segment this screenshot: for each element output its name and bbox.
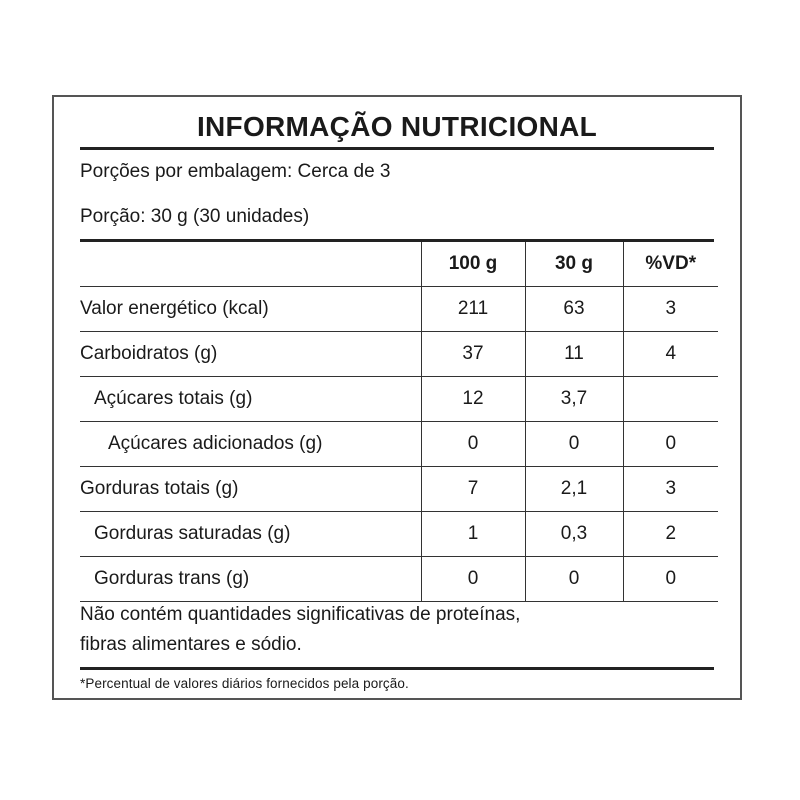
nutrient-name: Gorduras totais (g) bbox=[80, 467, 421, 512]
title-divider bbox=[80, 147, 714, 150]
value-per-100g: 0 bbox=[421, 557, 525, 602]
value-per-portion: 2,1 bbox=[525, 467, 623, 512]
value-per-portion: 11 bbox=[525, 332, 623, 377]
note-line-1: Não contém quantidades significativas de proteínas, bbox=[80, 604, 521, 625]
table-row bbox=[80, 332, 718, 377]
value-daily-percent: 0 bbox=[623, 422, 718, 467]
table-row bbox=[80, 422, 718, 467]
value-per-portion: 63 bbox=[525, 287, 623, 332]
table-row bbox=[80, 467, 718, 512]
header-daily-value: %VD* bbox=[623, 242, 718, 287]
value-per-portion: 0 bbox=[525, 422, 623, 467]
nutrition-note bbox=[80, 600, 720, 660]
nutrition-label bbox=[52, 95, 742, 700]
value-daily-percent: 2 bbox=[623, 512, 718, 557]
value-per-100g: 12 bbox=[421, 377, 525, 422]
value-per-100g: 7 bbox=[421, 467, 525, 512]
note-line-2: fibras alimentares e sódio. bbox=[80, 634, 302, 655]
nutrient-name: Açúcares adicionados (g) bbox=[80, 422, 421, 467]
value-per-100g: 0 bbox=[421, 422, 525, 467]
value-per-portion: 3,7 bbox=[525, 377, 623, 422]
value-daily-percent: 3 bbox=[623, 287, 718, 332]
value-per-portion: 0 bbox=[525, 557, 623, 602]
servings-per-package: Porções por embalagem: Cerca de 3 bbox=[80, 161, 391, 182]
nutrient-name: Carboidratos (g) bbox=[80, 332, 421, 377]
nutrient-name: Valor energético (kcal) bbox=[80, 287, 421, 332]
serving-size: Porção: 30 g (30 unidades) bbox=[80, 206, 310, 227]
nutrition-table bbox=[80, 242, 718, 602]
table-row bbox=[80, 377, 718, 422]
table-row bbox=[80, 287, 718, 332]
nutrient-name: Gorduras saturadas (g) bbox=[80, 512, 421, 557]
value-per-portion: 0,3 bbox=[525, 512, 623, 557]
value-daily-percent: 0 bbox=[623, 557, 718, 602]
header-per-100g: 100 g bbox=[421, 242, 525, 287]
nutrient-name: Gorduras trans (g) bbox=[80, 557, 421, 602]
value-per-100g: 1 bbox=[421, 512, 525, 557]
value-daily-percent bbox=[623, 377, 718, 422]
header-per-portion: 30 g bbox=[525, 242, 623, 287]
value-daily-percent: 3 bbox=[623, 467, 718, 512]
table-row bbox=[80, 512, 718, 557]
value-per-100g: 37 bbox=[421, 332, 525, 377]
header-empty-cell bbox=[80, 242, 421, 287]
footnote-divider bbox=[80, 667, 714, 670]
table-row bbox=[80, 557, 718, 602]
daily-value-footnote: *Percentual de valores diários fornecidos pela porção. bbox=[80, 676, 409, 691]
table-header-row bbox=[80, 242, 718, 287]
value-per-100g: 211 bbox=[421, 287, 525, 332]
nutrient-name: Açúcares totais (g) bbox=[80, 377, 421, 422]
value-daily-percent: 4 bbox=[623, 332, 718, 377]
label-title: INFORMAÇÃO NUTRICIONAL bbox=[196, 111, 598, 142]
